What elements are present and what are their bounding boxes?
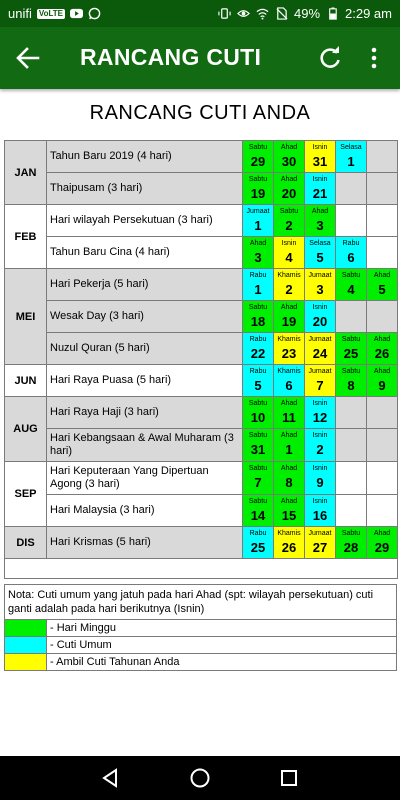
empty-cell <box>336 495 367 527</box>
day-name: Ahad <box>373 367 391 375</box>
day-cell <box>274 141 305 173</box>
day-cell <box>305 205 336 237</box>
empty-cell <box>367 141 398 173</box>
day-name: Isnin <box>312 303 328 311</box>
day-number: 19 <box>250 185 266 201</box>
day-number: 2 <box>316 442 324 457</box>
day-name: Selasa <box>340 143 362 151</box>
day-cell <box>305 462 336 495</box>
day-name: Sabtu <box>279 207 299 215</box>
day-cell <box>274 462 305 495</box>
day-name: Isnin <box>312 143 328 151</box>
carrier-label: unifi <box>8 6 32 21</box>
day-cell <box>243 397 274 429</box>
holiday-row <box>5 495 398 527</box>
day-number: 1 <box>347 153 355 169</box>
day-cell <box>243 269 274 301</box>
legend-table <box>4 584 397 671</box>
day-number: 7 <box>316 377 324 393</box>
legend-label: - Hari Minggu <box>47 620 397 637</box>
day-name: Jumaat <box>308 335 332 343</box>
holiday-row <box>5 429 398 462</box>
legend-label: - Ambil Cuti Tahunan Anda <box>47 654 397 671</box>
day-cell <box>305 301 336 333</box>
status-left <box>8 6 101 21</box>
day-number: 22 <box>250 345 266 361</box>
day-number: 18 <box>250 313 266 329</box>
day-cell <box>305 237 336 269</box>
month-label: JUN <box>5 365 47 397</box>
day-cell <box>336 141 367 173</box>
holiday-row <box>5 237 398 269</box>
empty-cell <box>367 301 398 333</box>
legend-swatch-cyan <box>5 637 47 654</box>
day-cell <box>305 365 336 397</box>
day-cell <box>274 397 305 429</box>
day-name: Ahad <box>373 529 391 537</box>
holiday-name: Thaipusam (3 hari) <box>47 173 243 205</box>
day-cell <box>243 141 274 173</box>
day-cell <box>274 527 305 559</box>
day-number: 25 <box>343 345 359 361</box>
day-cell <box>243 429 274 462</box>
day-name: Isnin <box>281 239 297 247</box>
day-name: Rabu <box>249 367 267 375</box>
day-cell <box>243 365 274 397</box>
empty-cell <box>367 237 398 269</box>
day-cell <box>274 205 305 237</box>
day-name: Ahad <box>280 497 298 505</box>
empty-cell <box>367 397 398 429</box>
day-number: 19 <box>281 313 297 329</box>
day-number: 8 <box>347 377 355 393</box>
day-name: Ahad <box>280 465 298 472</box>
day-number: 5 <box>316 249 324 265</box>
day-cell <box>243 301 274 333</box>
day-number: 29 <box>250 153 266 169</box>
day-cell <box>274 333 305 365</box>
holiday-row <box>5 333 398 365</box>
legend-row <box>5 654 397 671</box>
day-number: 16 <box>312 507 328 523</box>
day-number: 29 <box>374 539 390 555</box>
empty-cell <box>367 173 398 205</box>
holiday-name: Hari wilayah Persekutuan (3 hari) <box>47 205 243 237</box>
holiday-name: Hari Kebangsaan & Awal Muharam (3 hari) <box>47 429 243 462</box>
holiday-row <box>5 173 398 205</box>
day-cell <box>243 333 274 365</box>
refresh-icon[interactable] <box>316 44 344 72</box>
month-label: MEI <box>5 269 47 365</box>
legend-swatch-green <box>5 620 47 637</box>
app-bar <box>0 27 400 89</box>
battery-percent: 49% <box>293 6 321 21</box>
day-name: Sabtu <box>248 465 268 472</box>
day-cell <box>274 269 305 301</box>
eye-icon <box>237 7 250 20</box>
holiday-name: Hari Raya Puasa (5 hari) <box>47 365 243 397</box>
day-number: 31 <box>250 442 266 457</box>
holiday-name: Hari Malaysia (3 hari) <box>47 495 243 527</box>
legend-row <box>5 637 397 654</box>
day-number: 8 <box>285 475 293 490</box>
holiday-name: Tahun Baru 2019 (4 hari) <box>47 141 243 173</box>
day-name: Khamis <box>277 335 301 343</box>
day-number: 4 <box>285 249 293 265</box>
day-cell <box>243 462 274 495</box>
note-text: Nota: Cuti umum yang jatuh pada hari Ahad (spt: wilayah persekutuan) cuti ganti adalah pada hari berikutnya (Isnin) <box>5 585 397 620</box>
day-number: 6 <box>347 249 355 265</box>
more-vertical-icon[interactable] <box>366 44 382 72</box>
empty-cell <box>367 495 398 527</box>
day-number: 15 <box>281 507 297 523</box>
day-number: 6 <box>285 377 293 393</box>
day-number: 27 <box>312 539 328 555</box>
day-number: 3 <box>316 217 324 233</box>
spacer-row <box>5 559 398 579</box>
day-cell <box>367 527 398 559</box>
day-number: 31 <box>312 153 328 169</box>
holiday-row <box>5 269 398 301</box>
day-name: Jumaat <box>308 529 332 537</box>
empty-cell <box>336 429 367 462</box>
day-name: Ahad <box>280 143 298 151</box>
day-name: Ahad <box>280 175 298 183</box>
day-name: Ahad <box>280 399 298 407</box>
day-number: 14 <box>250 507 266 523</box>
vibrate-icon <box>218 7 231 20</box>
day-cell <box>243 495 274 527</box>
day-cell <box>336 365 367 397</box>
day-number: 26 <box>281 539 297 555</box>
navigation-bar <box>0 756 400 800</box>
day-number: 12 <box>312 409 328 425</box>
holiday-name: Hari Krismas (5 hari) <box>47 527 243 559</box>
day-number: 1 <box>285 442 293 457</box>
day-name: Rabu <box>342 239 360 247</box>
day-name: Khamis <box>277 271 301 279</box>
day-cell <box>274 237 305 269</box>
day-cell <box>274 173 305 205</box>
day-name: Isnin <box>312 432 328 439</box>
day-number: 2 <box>285 281 293 297</box>
day-name: Isnin <box>312 399 328 407</box>
day-name: Sabtu <box>341 529 361 537</box>
day-number: 3 <box>254 249 262 265</box>
day-cell <box>336 333 367 365</box>
day-number: 28 <box>343 539 359 555</box>
day-number: 5 <box>254 377 262 393</box>
day-name: Sabtu <box>248 497 268 505</box>
day-cell <box>367 365 398 397</box>
holiday-table <box>4 140 398 579</box>
day-name: Ahad <box>373 335 391 343</box>
status-bar <box>0 0 400 27</box>
day-name: Isnin <box>312 465 328 472</box>
day-cell <box>274 429 305 462</box>
day-name: Khamis <box>277 367 301 375</box>
day-name: Jumaat <box>308 271 332 279</box>
nav-home-icon[interactable] <box>189 767 211 789</box>
legend-swatch-yellow <box>5 654 47 671</box>
day-name: Ahad <box>249 239 267 247</box>
day-name: Jumaat <box>308 367 332 375</box>
status-right <box>218 6 392 21</box>
day-number: 20 <box>312 313 328 329</box>
day-number: 26 <box>374 345 390 361</box>
day-name: Rabu <box>249 271 267 279</box>
day-number: 1 <box>254 217 262 233</box>
day-name: Selasa <box>309 239 331 247</box>
page-heading: RANCANG CUTI ANDA <box>89 102 311 124</box>
whatsapp-icon <box>88 7 101 20</box>
day-number: 24 <box>312 345 328 361</box>
day-cell <box>305 527 336 559</box>
day-name: Ahad <box>280 432 298 439</box>
day-name: Rabu <box>249 529 267 537</box>
day-number: 10 <box>250 409 266 425</box>
day-cell <box>367 269 398 301</box>
day-cell <box>305 397 336 429</box>
day-cell <box>305 333 336 365</box>
legend-row <box>5 620 397 637</box>
youtube-icon <box>70 7 83 20</box>
day-cell <box>305 495 336 527</box>
day-name: Ahad <box>280 303 298 311</box>
day-cell <box>243 237 274 269</box>
legend-label: - Cuti Umum <box>47 637 397 654</box>
day-name: Sabtu <box>248 175 268 183</box>
holiday-name: Nuzul Quran (5 hari) <box>47 333 243 365</box>
holiday-name: Wesak Day (3 hari) <box>47 301 243 333</box>
day-cell <box>243 205 274 237</box>
day-name: Jumaat <box>246 207 270 215</box>
day-cell <box>274 301 305 333</box>
battery-icon <box>326 7 339 20</box>
day-name: Ahad <box>373 271 391 279</box>
holiday-row <box>5 205 398 237</box>
month-label: JAN <box>5 141 47 205</box>
day-name: Sabtu <box>248 143 268 151</box>
day-name: Sabtu <box>248 399 268 407</box>
month-label: AUG <box>5 397 47 462</box>
wifi-icon <box>256 7 269 20</box>
day-cell <box>305 173 336 205</box>
day-number: 30 <box>281 153 297 169</box>
empty-cell <box>336 462 367 495</box>
empty-cell <box>336 301 367 333</box>
app-title: RANCANG CUTI <box>80 44 262 70</box>
day-name: Khamis <box>277 529 301 537</box>
day-cell <box>274 365 305 397</box>
nav-back-icon[interactable] <box>99 767 121 789</box>
day-cell <box>243 527 274 559</box>
empty-cell <box>336 173 367 205</box>
day-number: 9 <box>316 475 324 490</box>
month-label: SEP <box>5 462 47 527</box>
day-cell <box>367 333 398 365</box>
empty-cell <box>367 205 398 237</box>
day-cell <box>305 269 336 301</box>
day-cell <box>336 527 367 559</box>
day-number: 11 <box>282 409 296 425</box>
day-name: Sabtu <box>248 432 268 439</box>
day-cell <box>243 173 274 205</box>
day-number: 3 <box>316 281 324 297</box>
day-number: 2 <box>285 217 293 233</box>
day-name: Isnin <box>312 175 328 183</box>
day-number: 23 <box>281 345 297 361</box>
holiday-row <box>5 365 398 397</box>
holiday-name: Hari Keputeraan Yang Dipertuan Agong (3 hari) <box>47 462 243 495</box>
holiday-row <box>5 301 398 333</box>
day-name: Sabtu <box>341 271 361 279</box>
day-name: Rabu <box>249 335 267 343</box>
holiday-row <box>5 141 398 173</box>
day-number: 4 <box>347 281 355 297</box>
day-cell <box>305 429 336 462</box>
no-sim-icon <box>275 7 288 20</box>
holiday-name: Hari Raya Haji (3 hari) <box>47 397 243 429</box>
day-cell <box>274 495 305 527</box>
nav-recents-icon[interactable] <box>278 767 300 789</box>
day-name: Sabtu <box>341 335 361 343</box>
holiday-name: Tahun Baru Cina (4 hari) <box>47 237 243 269</box>
day-cell <box>336 237 367 269</box>
day-number: 7 <box>254 475 262 490</box>
day-number: 25 <box>250 539 266 555</box>
day-cell <box>305 141 336 173</box>
holiday-row <box>5 462 398 495</box>
day-number: 5 <box>378 281 386 297</box>
empty-cell <box>367 462 398 495</box>
clock: 2:29 am <box>345 6 392 21</box>
back-arrow-icon[interactable] <box>14 44 42 72</box>
month-label: FEB <box>5 205 47 269</box>
day-number: 1 <box>254 281 262 297</box>
month-label: DIS <box>5 527 47 559</box>
spacer-cell <box>5 559 398 579</box>
empty-cell <box>367 429 398 462</box>
holiday-name: Hari Pekerja (5 hari) <box>47 269 243 301</box>
day-name: Sabtu <box>248 303 268 311</box>
day-name: Ahad <box>311 207 329 215</box>
empty-cell <box>336 205 367 237</box>
day-name: Isnin <box>312 497 328 505</box>
day-name: Sabtu <box>341 367 361 375</box>
note-row <box>5 585 397 620</box>
volte-badge: VoLTE <box>38 8 64 18</box>
day-number: 20 <box>281 185 297 201</box>
day-cell <box>336 269 367 301</box>
empty-cell <box>336 397 367 429</box>
day-number: 9 <box>378 377 386 393</box>
holiday-row <box>5 527 398 559</box>
holiday-row <box>5 397 398 429</box>
day-number: 21 <box>312 185 328 201</box>
